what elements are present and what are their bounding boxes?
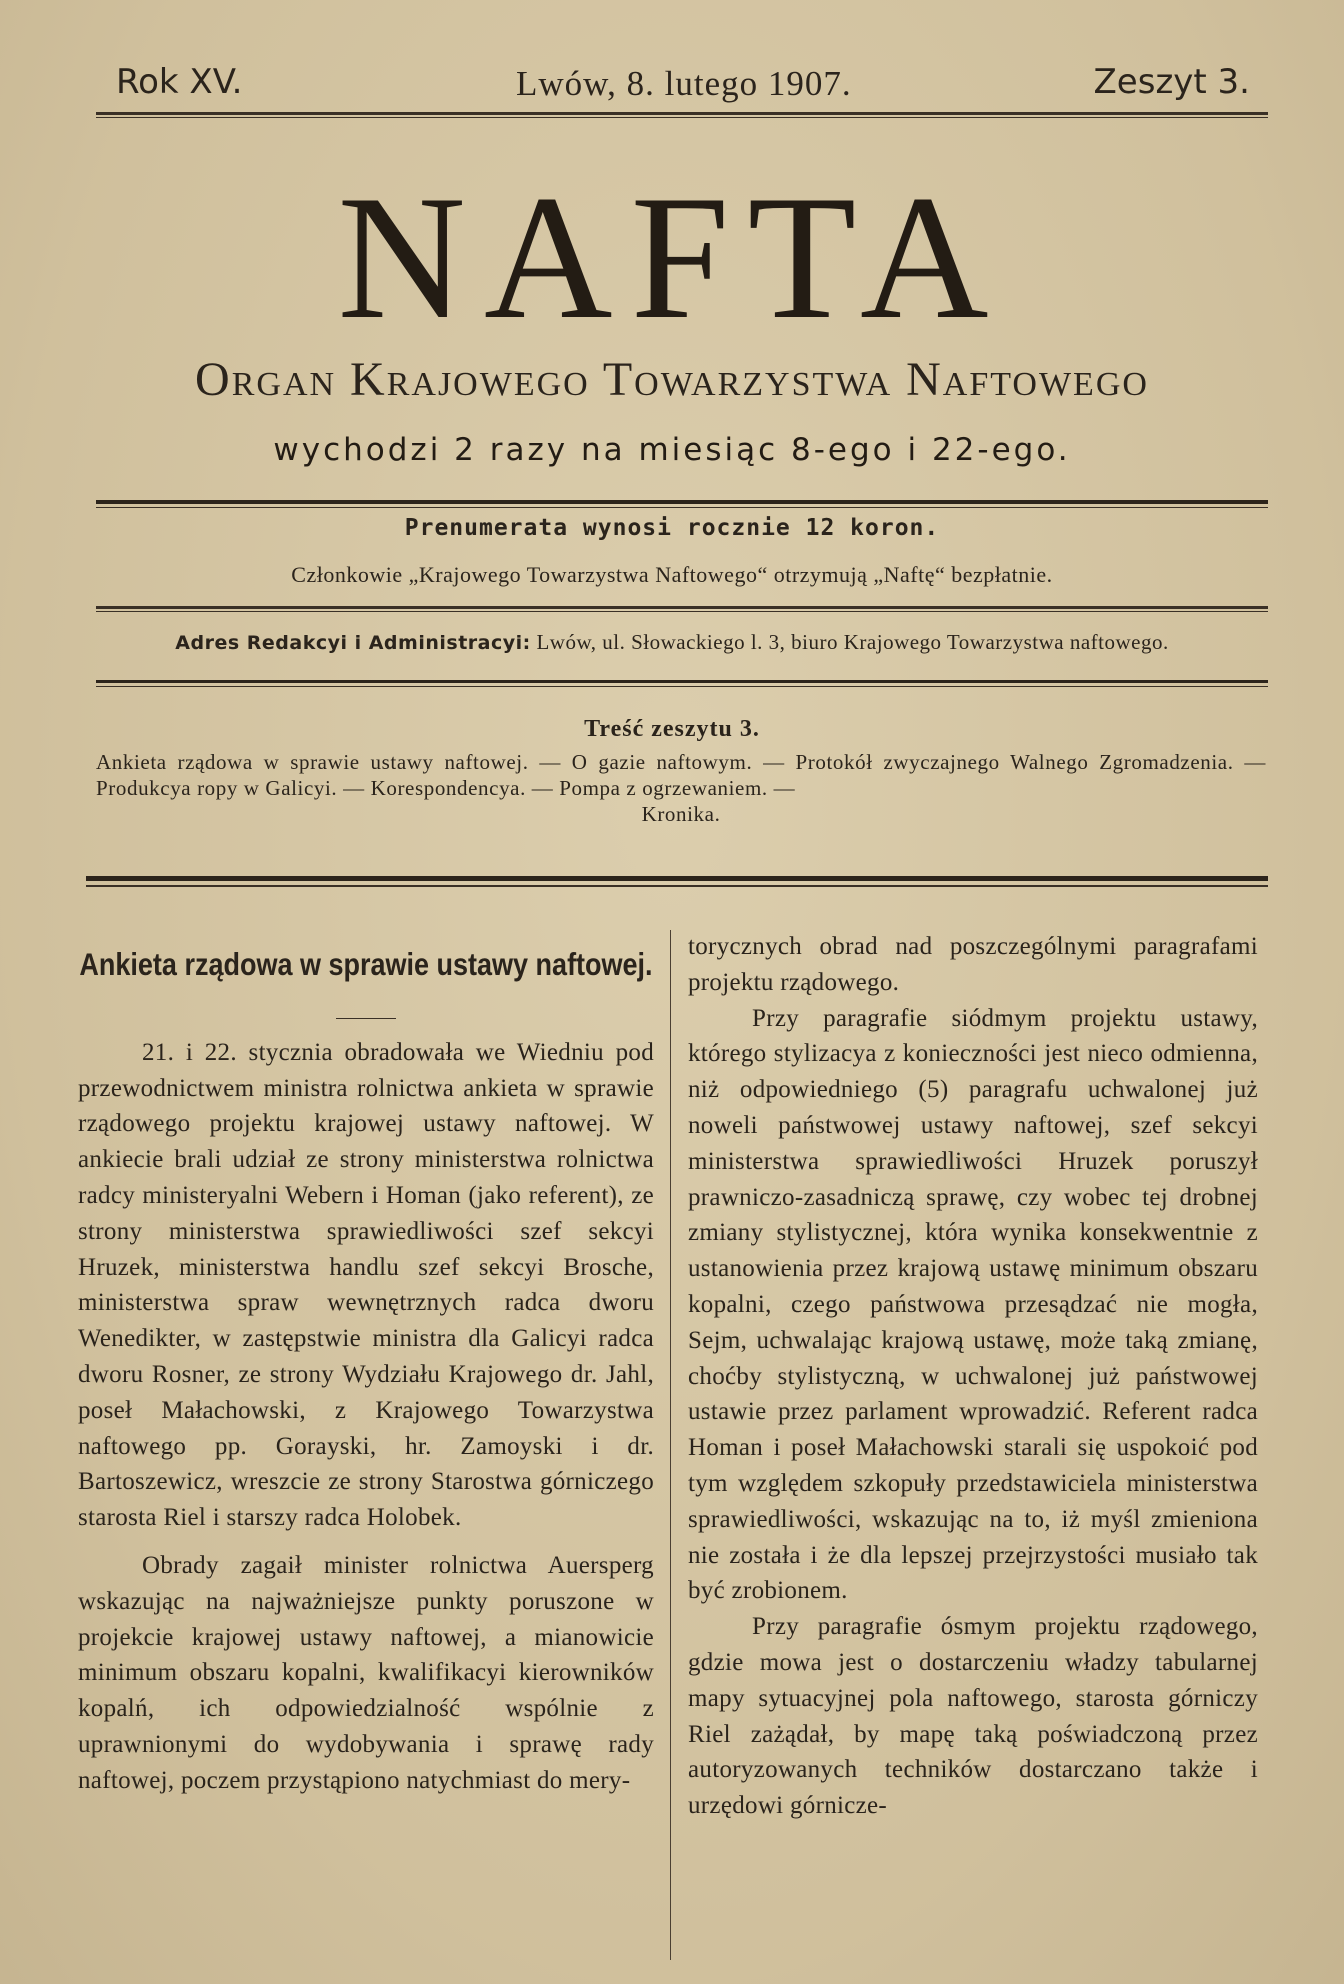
members-note: Członkowie „Krajowego Towarzystwa Naftowego“ otrzymują „Naftę“ bezpłatnie. [291,562,1053,587]
issue-header [96,62,1268,112]
toc-text: Ankieta rządowa w sprawie ustawy naftowej. — O gazie naftowym. — Protokół zwyczajnego Walnego Zgromadzenia. — Produkcya ropy w Galicyi. — Korespondencya. — Pompa z ogrzewaniem. — [96,750,1266,800]
address-text: Lwów, ul. Słowackiego l. 3, biuro Krajowego Towarzystwa naftowego. [536,630,1169,654]
subscription-rule [96,606,1268,609]
masthead-rule-thin [96,507,1268,508]
article-paragraph: Obrady zagaił minister rolnictwa Auersperg wskazując na najważniejsze punkty poruszone w projekcie krajowej ustawy naftowej, a mianowicie minimum obszaru kopalni, kwalifikacyi kierowników kopalń, ich odpowiedzialność wspólnie z uprawnionymi do wydobywania i sprawę rady naftowej, poczem przystąpiono natychmiast do mery- [78,1551,654,1794]
article-right-column [688,929,1258,1824]
title-divider [336,1018,396,1019]
masthead-subtitle: Organ Krajowego Towarzystwa Naftowego [195,353,1149,406]
place-date: Lwów, 8. lutego 1907. [516,64,852,103]
toc-rule [86,876,1268,881]
issue-number: Zeszyt 3. [1093,62,1250,102]
header-rule [96,112,1268,115]
article-left-column [78,930,654,1799]
masthead-title: NAFTA [337,158,1007,356]
volume-label: Rok XV. [116,62,243,102]
article-paragraph: Przy paragrafie ósmym projektu rządowego, gdzie mowa jest o dostarczeniu władzy tabularnej mapy sytuacyjnej pola naftowego, starosta górniczy Riel zażądał, by mapę taką poświadczoną przez autoryzowanych techników dostarczano także i urzędowi górnicze- [688,1613,1258,1820]
toc-rule-thin [86,885,1268,887]
toc-title: Treść zeszytu 3. [584,716,760,742]
subscription-price: Prenumerata wynosi rocznie 12 koron. [404,515,940,541]
editorial-address [0,630,1344,655]
toc-body [96,749,1266,827]
address-label: Adres Redakcyi i Administracyi: [175,632,531,654]
article-paragraph: 21. i 22. stycznia obradowała we Wiedniu pod przewodnictwem ministra rolnictwa ankieta w sprawie rządowego projektu krajowej ustawy naftowej. W ankiecie brali udział ze strony ministerstwa rolnictwa radcy ministeryalni Webern i Homan (jako referent), ze strony ministerstwa sprawiedliwości szef sekcyi Hruzek, ministerstwa handlu szef sekcyi Brosche, ministerstwa spraw wewnętrznych radca dworu Wenedikter, w zastępstwie ministra dla Galicyi radca dworu Rosner, ze strony Wydziału Krajowego dr. Jahl, poseł Małachowski, z Krajowego Towarzystwa naftowego pp. Gorayski, hr. Zamoyski i dr. Bartoszewicz, wreszcie ze strony Starostwa górniczego starosta Riel i starszy radca Holobek. [78,1038,654,1532]
publication-frequency: wychodzi 2 razy na miesiąc 8-ego i 22-ego. [273,432,1071,468]
masthead-rule [96,500,1268,504]
column-divider [670,930,671,1960]
address-rule [96,680,1268,683]
toc-last: Kronika. [641,802,721,826]
article-paragraph: Przy paragrafie siódmym projektu ustawy, którego stylizacya z konieczności jest nieco odmienna, niż odpowiedniego (5) paragrafu uchwalonej już noweli państwowej ustawy naftowej, szef sekcyi ministerstwa sprawiedliwości Hruzek poruszył prawniczo-zasadniczą sprawę, czy wobec tej drobnej zmiany stylistycznej, która wynika konsekwentnie z ustanowienia przez krajową ustawę minimum obszaru kopalni, czego państwowa przesądzać nie mogła, Sejm, uchwalając krajową ustawę, może taką zmianę, choćby stylistyczną, w uchwalonej już państwowej ustawie przez parlament wprowadzić. Referent radca Homan i poseł Małachowski starali się uspokoić pod tym względem szkopuły przedstawiciela ministerstwa sprawiedliwości, wskazując na to, iż myśl zmieniona nie została i że dla lepszej przejrzystości musiało tak być zrobionem. [688,1004,1258,1605]
article-title: Ankieta rządowa w sprawie ustawy naftowej. [79,947,653,983]
article-paragraph: torycznych obrad nad poszczególnymi paragrafami projektu rządowego. [688,933,1258,996]
address-rule-thin [96,686,1268,687]
